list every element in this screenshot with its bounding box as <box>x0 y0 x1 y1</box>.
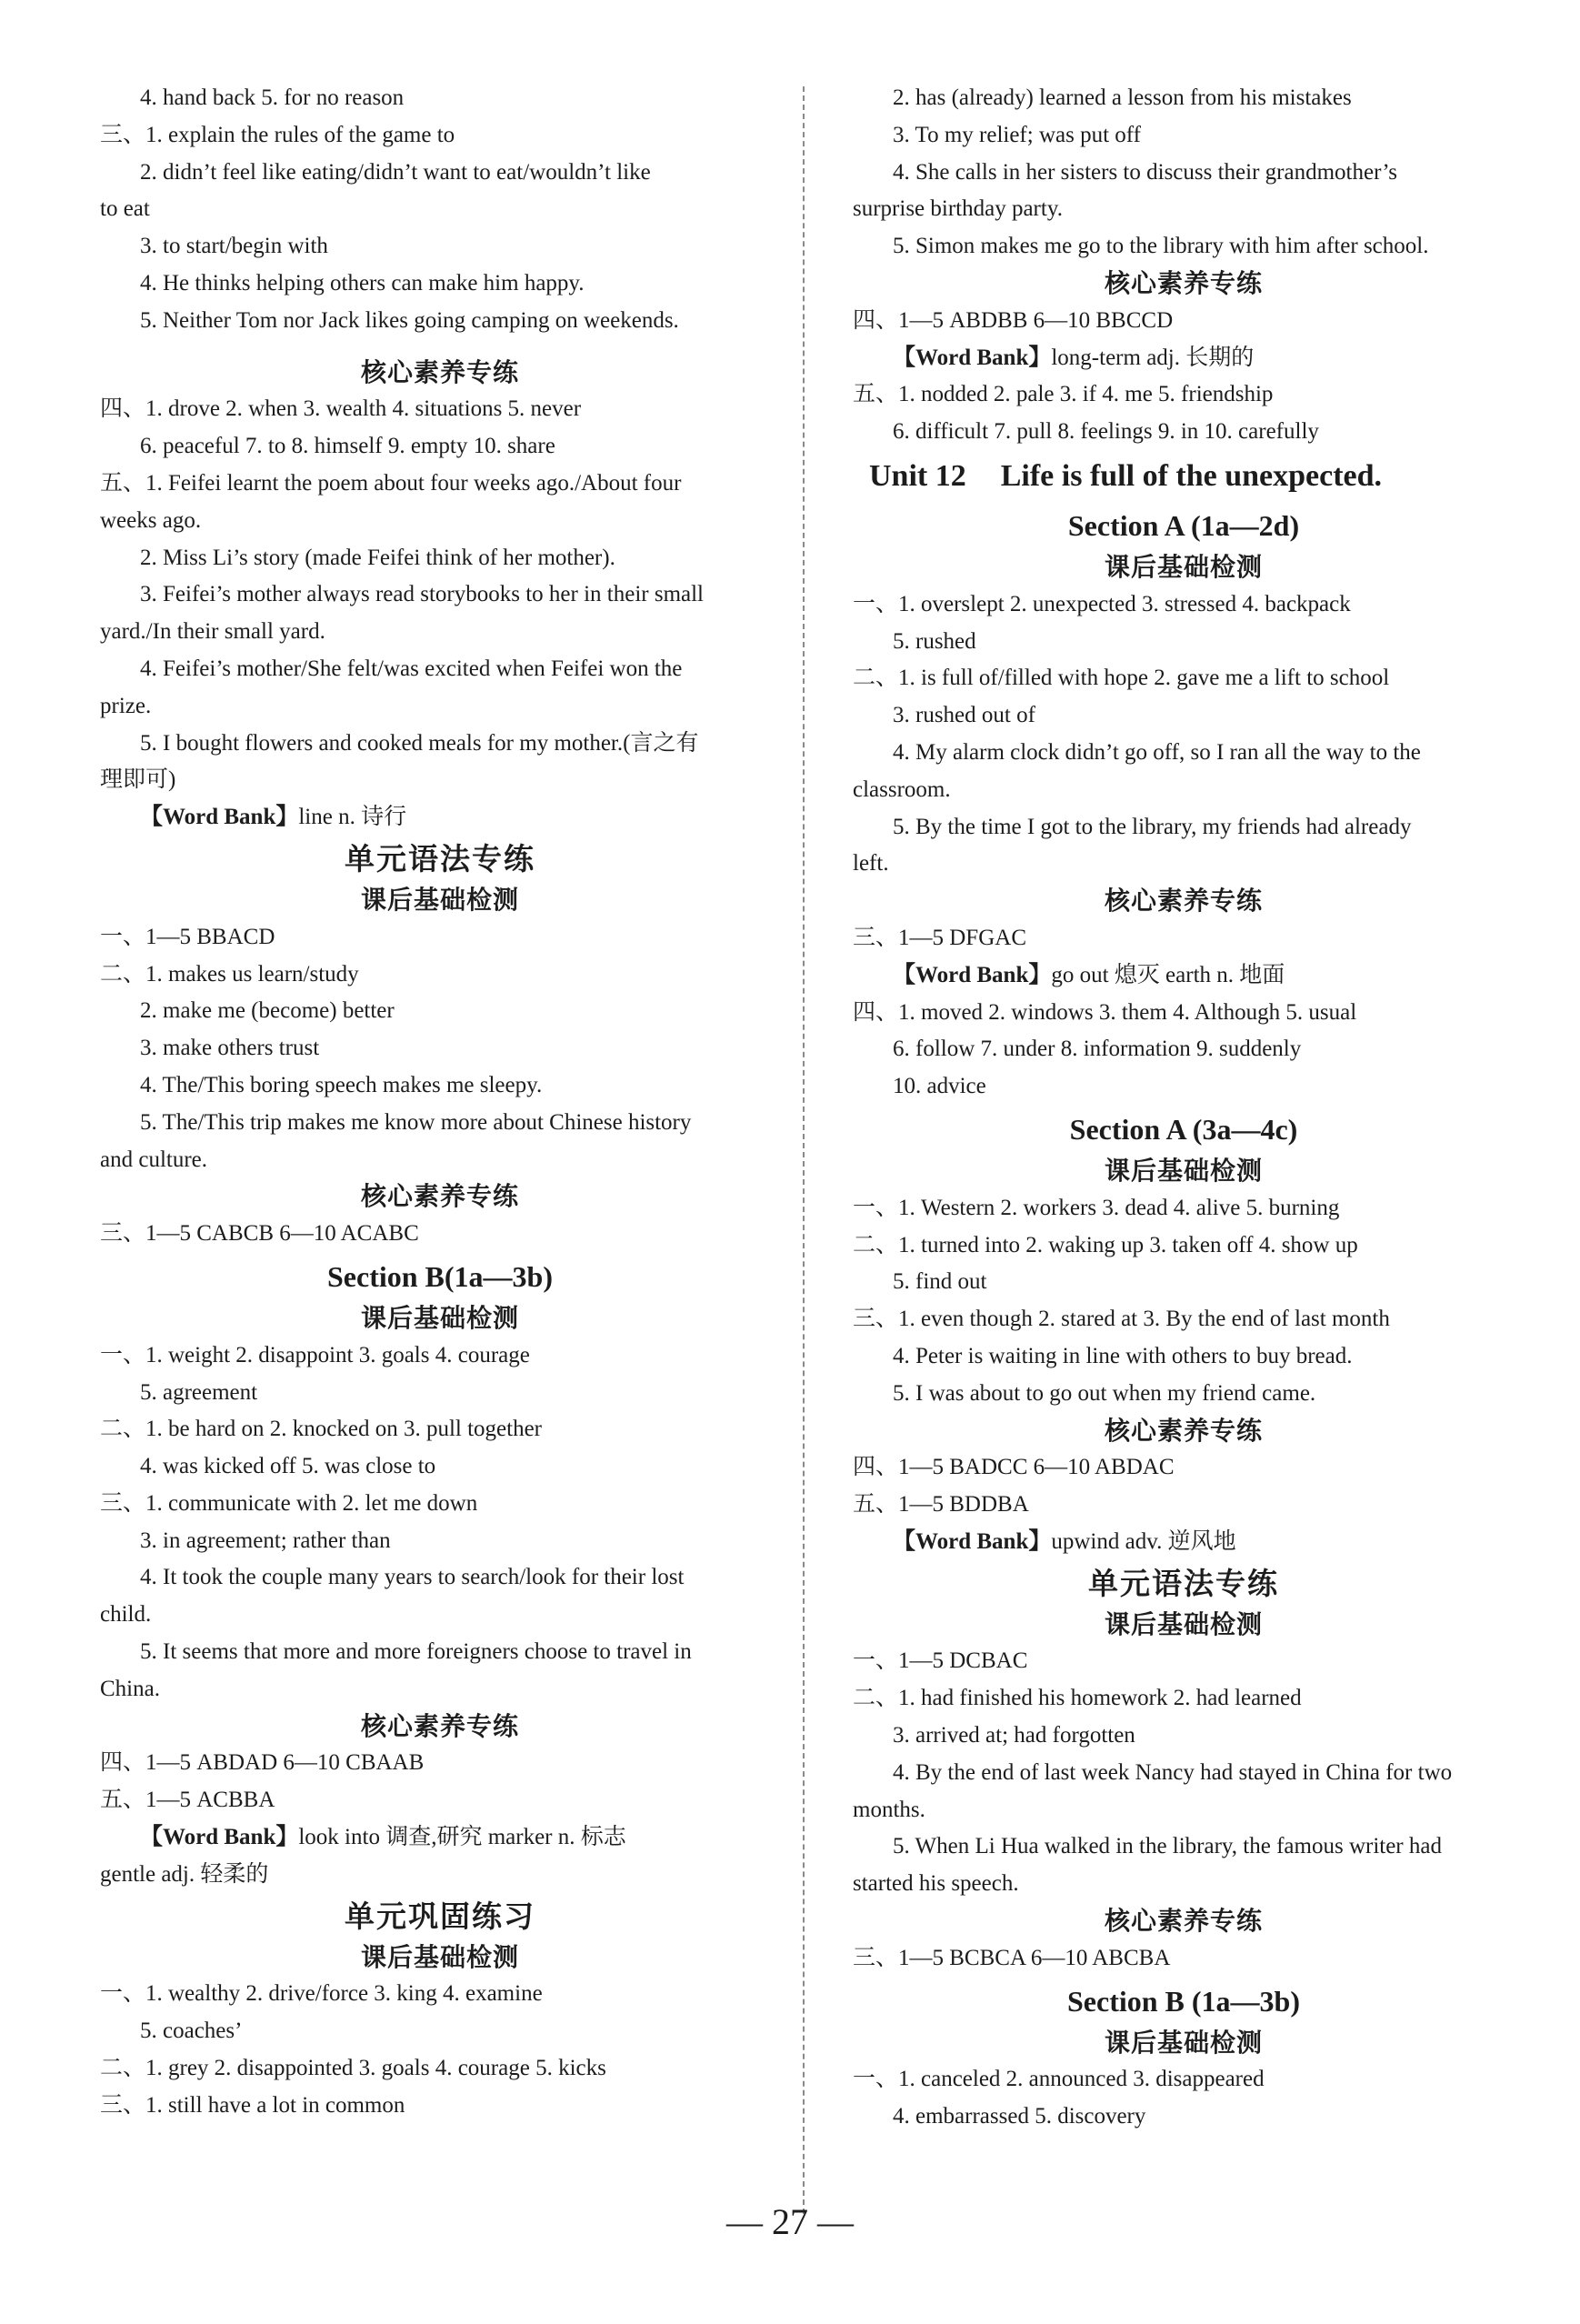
answer-line: and culture. <box>100 1147 208 1172</box>
unit-section-heading: 单元语法专练 <box>345 840 535 877</box>
answer-line: left. <box>853 851 889 877</box>
answer-line: 四、1—5 ABDBB 6—10 BBCCD <box>853 307 1174 333</box>
answer-line: 3. to start/begin with <box>140 234 328 259</box>
word-bank-entry: line n. 诗行 <box>298 805 407 830</box>
spacer <box>100 340 780 355</box>
answer-line: 10. advice <box>893 1074 986 1099</box>
answer-line: weeks ago. <box>100 507 202 533</box>
answer-line: 五、1—5 BDDBA <box>853 1492 1029 1518</box>
section-heading: Section A (1a—2d) <box>1067 508 1300 542</box>
answer-line: 二、1. grey 2. disappointed 3. goals 4. courage 5. kicks <box>100 2056 606 2081</box>
answer-line: 5. coaches’ <box>140 2018 243 2044</box>
answer-line: 2. has (already) learned a lesson from his mistakes <box>893 85 1352 110</box>
word-bank <box>100 1819 780 1857</box>
unit-label: Unit 12 <box>869 458 966 493</box>
answer-line: 二、1. be hard on 2. knocked on 3. pull together <box>100 1417 543 1442</box>
answer-line: 一、1—5 DCBAC <box>853 1648 1028 1674</box>
answer-line: 四、1. moved 2. windows 3. them 4. Although 5. usual <box>853 999 1357 1025</box>
unit-section-heading: 单元语法专练 <box>1088 1565 1279 1601</box>
answer-line: 5. It seems that more and more foreigners choose to travel in <box>140 1639 692 1665</box>
answer-line: 五、1. nodded 2. pale 3. if 4. me 5. friendship <box>853 382 1274 407</box>
word-bank-label: 【Word Bank】 <box>893 1528 1052 1554</box>
answer-line: 一、1. wealthy 2. drive/force 3. king 4. examine <box>100 1981 543 2007</box>
subsection-heading: 课后基础检测 <box>360 1302 519 1333</box>
answer-line: 三、1. communicate with 2. let me down <box>100 1490 478 1516</box>
answer-line: 4. My alarm clock didn’t go off, so I ran all the way to the <box>893 739 1421 765</box>
answer-line: 5. find out <box>893 1269 987 1295</box>
answer-line: gentle adj. 轻柔的 <box>100 1861 269 1887</box>
answer-line: 一、1—5 BBACD <box>100 924 275 949</box>
subsection-heading: 核心素养专练 <box>360 356 519 387</box>
answer-line: 二、1. is full of/filled with hope 2. gave me a lift to school <box>853 666 1390 691</box>
answer-line: classroom. <box>853 776 951 802</box>
answer-line: 一、1. overslept 2. unexpected 3. stressed 4. backpack <box>853 591 1351 616</box>
word-bank-label: 【Word Bank】 <box>140 1825 299 1850</box>
answer-line: 四、1—5 ABDAD 6—10 CBAAB <box>100 1750 425 1776</box>
answer-line: 4. The/This boring speech makes me sleepy. <box>140 1072 543 1097</box>
answer-line: 3. To my relief; was put off <box>893 122 1141 147</box>
subsection-heading: 核心素养专练 <box>1104 886 1263 917</box>
subsection-heading: 核心素养专练 <box>360 1181 519 1212</box>
word-bank-entry: upwind adv. 逆风地 <box>1051 1528 1236 1554</box>
answer-line: 五、1. Feifei learnt the poem about four weeks ago./About four <box>100 470 682 496</box>
answer-line: 二、1. turned into 2. waking up 3. taken off 4. show up <box>853 1232 1358 1257</box>
column-divider <box>803 86 805 2214</box>
answer-line: 二、1. had finished his homework 2. had learned <box>853 1686 1302 1711</box>
answer-line: 5. When Li Hua walked in the library, the famous writer had <box>893 1834 1442 1859</box>
word-bank <box>853 1524 1515 1561</box>
answer-line: 3. in agreement; rather than <box>140 1528 391 1553</box>
subsection-heading: 课后基础检测 <box>1104 551 1263 582</box>
subsection-heading: 课后基础检测 <box>360 884 519 915</box>
word-bank <box>853 340 1515 377</box>
answer-line: 2. Miss Li’s story (made Feifei think of her mother). <box>140 545 615 570</box>
word-bank <box>100 799 780 836</box>
answer-line: 5. I was about to go out when my friend came. <box>893 1380 1316 1406</box>
answer-line: to eat <box>100 196 150 222</box>
answer-line: 5. rushed <box>893 628 976 654</box>
subsection-heading: 课后基础检测 <box>1104 1608 1263 1639</box>
unit-section-heading: 单元巩固练习 <box>345 1898 535 1934</box>
answer-line: 5. Neither Tom nor Jack likes going camping on weekends. <box>140 307 679 333</box>
answer-line: 6. difficult 7. pull 8. feelings 9. in 10. carefully <box>893 419 1319 445</box>
subsection-heading: 核心素养专练 <box>360 1710 519 1741</box>
answer-line: child. <box>100 1602 152 1628</box>
answer-line: 三、1—5 CABCB 6—10 ACABC <box>100 1221 419 1247</box>
subsection-heading: 课后基础检测 <box>1104 1155 1263 1186</box>
answer-line: 三、1—5 DFGAC <box>853 925 1026 950</box>
subsection-heading: 课后基础检测 <box>360 1941 519 1972</box>
answer-line: months. <box>853 1797 925 1822</box>
page-number: — 27 — <box>726 2201 854 2242</box>
answer-line: 4. By the end of last week Nancy had stayed in China for two <box>893 1759 1453 1785</box>
answer-line: 三、1—5 BCBCA 6—10 ABCBA <box>853 1945 1171 1970</box>
word-bank-label: 【Word Bank】 <box>893 962 1052 987</box>
answer-line: 理即可) <box>100 767 176 793</box>
answer-line: surprise birthday party. <box>853 196 1063 222</box>
answer-line: started his speech. <box>853 1871 1019 1897</box>
answer-line: 三、1. explain the rules of the game to <box>100 122 455 147</box>
answer-line: 一、1. canceled 2. announced 3. disappeared <box>853 2067 1265 2092</box>
answer-line: 四、1—5 BADCC 6—10 ABDAC <box>853 1455 1175 1480</box>
answer-line: 4. was kicked off 5. was close to <box>140 1454 436 1479</box>
subsection-heading: 核心素养专练 <box>1104 1906 1263 1937</box>
word-bank-entry: look into 调查,研究 marker n. 标志 <box>298 1825 626 1850</box>
section-heading: Section B (1a—3b) <box>1067 1984 1300 2018</box>
word-bank-entry: long-term adj. 长期的 <box>1051 345 1255 370</box>
answer-line: 2. make me (become) better <box>140 998 395 1024</box>
answer-line: 4. He thinks helping others can make him happy. <box>140 270 585 296</box>
answer-line: 4. Feifei’s mother/She felt/was excited when Feifei won the <box>140 656 683 681</box>
subsection-heading: 核心素养专练 <box>1104 267 1263 298</box>
answer-line: 3. make others trust <box>140 1036 320 1061</box>
answer-line: 5. The/This trip makes me know more about Chinese history <box>140 1109 692 1135</box>
answer-line: yard./In their small yard. <box>100 619 325 645</box>
answer-line: 一、1. weight 2. disappoint 3. goals 4. courage <box>100 1342 530 1367</box>
answer-line: 3. rushed out of <box>893 703 1035 728</box>
answer-line: 三、1. even though 2. stared at 3. By the end of last month <box>853 1307 1390 1332</box>
answer-line: 4. hand back 5. for no reason <box>140 85 405 110</box>
answer-line: 三、1. still have a lot in common <box>100 2092 405 2118</box>
answer-line: 4. It took the couple many years to search/look for their lost <box>140 1565 685 1590</box>
word-bank-label: 【Word Bank】 <box>893 345 1052 370</box>
answer-line: 4. Peter is waiting in line with others to buy bread. <box>893 1343 1353 1368</box>
word-bank-entry: go out 熄灭 earth n. 地面 <box>1051 962 1285 987</box>
answer-line: 一、1. Western 2. workers 3. dead 4. alive 5. burning <box>853 1195 1340 1220</box>
answer-line: 6. peaceful 7. to 8. himself 9. empty 10. share <box>140 434 555 459</box>
unit-title <box>853 451 1515 502</box>
answer-line: 4. She calls in her sisters to discuss their grandmother’s <box>893 159 1398 185</box>
subsection-heading: 核心素养专练 <box>1104 1415 1263 1446</box>
unit-name: Life is full of the unexpected. <box>1000 458 1383 493</box>
answer-line: 二、1. makes us learn/study <box>100 961 359 987</box>
answer-line: 6. follow 7. under 8. information 9. suddenly <box>893 1037 1302 1062</box>
answer-line: 3. arrived at; had forgotten <box>893 1723 1135 1748</box>
answer-line: prize. <box>100 693 152 718</box>
right-column <box>853 80 1515 2136</box>
answer-line: 五、1—5 ACBBA <box>100 1788 275 1813</box>
answer-line: 2. didn’t feel like eating/didn’t want to eat/wouldn’t like <box>140 159 651 185</box>
answer-line: China. <box>100 1676 160 1701</box>
word-bank-label: 【Word Bank】 <box>140 805 299 830</box>
answer-line: 3. Feifei’s mother always read storybooks to her in their small <box>140 582 705 607</box>
answer-line: 5. I bought flowers and cooked meals for my mother.(言之有 <box>140 730 699 756</box>
answer-line: 5. Simon makes me go to the library with him after school. <box>893 234 1429 259</box>
answer-line: 5. By the time I got to the library, my friends had already <box>893 814 1412 839</box>
subsection-heading: 课后基础检测 <box>1104 2027 1263 2058</box>
answer-line: 5. agreement <box>140 1379 258 1405</box>
section-heading: Section B(1a—3b) <box>327 1259 553 1293</box>
answer-line: 四、1. drove 2. when 3. wealth 4. situations 5. never <box>100 396 582 422</box>
section-heading: Section A (3a—4c) <box>1069 1112 1298 1146</box>
answer-line: 4. embarrassed 5. discovery <box>893 2104 1146 2129</box>
left-column <box>100 80 780 2125</box>
word-bank <box>853 957 1515 995</box>
